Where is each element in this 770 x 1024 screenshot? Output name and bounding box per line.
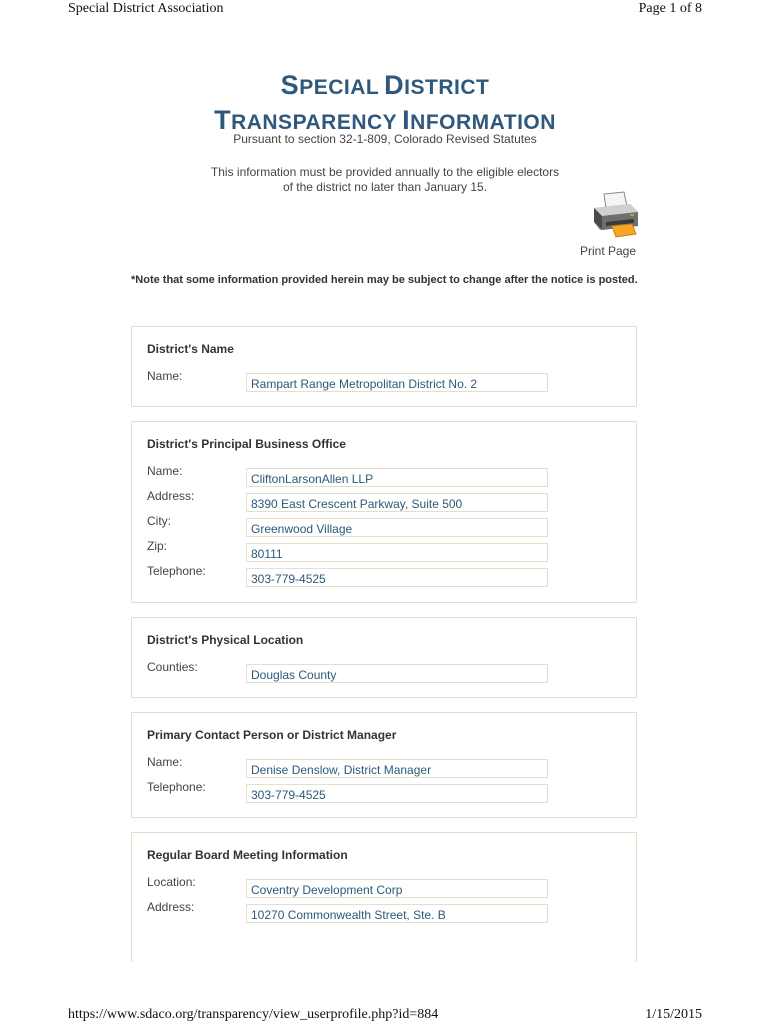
section-title: Regular Board Meeting Information [147, 848, 348, 862]
contact-name-field[interactable]: Denise Denslow, District Manager [246, 759, 548, 778]
print-page-link[interactable]: Print Page [580, 244, 637, 258]
change-note: *Note that some information provided herein may be subject to change after the notice is posted. [131, 274, 638, 286]
section-board-meeting [131, 832, 637, 962]
section-title: Primary Contact Person or District Manager [147, 728, 397, 742]
print-header [68, 1, 702, 17]
print-footer [68, 1007, 702, 1023]
title-initial: T [214, 105, 232, 135]
field-label: Telephone: [147, 564, 206, 578]
section-physical-location [131, 617, 637, 698]
meeting-location-field[interactable]: Coventry Development Corp [246, 879, 548, 898]
district-name-field[interactable]: Rampart Range Metropolitan District No. 2 [246, 373, 548, 392]
title-initial: I [402, 105, 411, 135]
print-header-page: Page 1 of 8 [638, 1, 702, 16]
field-label: Telephone: [147, 780, 206, 794]
office-name-field[interactable]: CliftonLarsonAllen LLP [246, 468, 548, 487]
statute-subtitle: Pursuant to section 32-1-809, Colorado Revised Statutes [233, 132, 537, 146]
annual-notice-line: This information must be provided annually to the eligible electors [210, 165, 560, 179]
title-initial: D [384, 70, 405, 100]
title-initial: S [280, 70, 300, 100]
field-row [147, 464, 567, 487]
field-row [147, 539, 567, 562]
field-label: Name: [147, 755, 183, 769]
section-business-office [131, 421, 637, 603]
field-label: City: [147, 514, 171, 528]
field-row [147, 489, 567, 512]
field-row [147, 369, 567, 392]
annual-notice-line: of the district no later than January 15. [282, 180, 488, 194]
contact-telephone-field[interactable]: 303-779-4525 [246, 784, 548, 803]
office-telephone-field[interactable]: 303-779-4525 [246, 568, 548, 587]
title-word: ISTRICT [404, 76, 490, 99]
title-word: PECIAL [299, 76, 380, 99]
print-footer-url: https://www.sdaco.org/transparency/view_userprofile.php?id=884 [68, 1007, 439, 1022]
field-label: Address: [147, 489, 195, 503]
section-title: District's Physical Location [147, 633, 304, 647]
field-label: Address: [147, 900, 195, 914]
field-label: Counties: [147, 660, 198, 674]
field-label: Zip: [147, 539, 168, 553]
field-row [147, 514, 567, 537]
section-title: District's Name [147, 342, 234, 356]
title-word: RANSPARENCY [231, 111, 398, 134]
annual-notice [0, 165, 770, 195]
field-row [147, 780, 567, 803]
print-footer-date: 1/15/2015 [645, 1007, 702, 1022]
counties-field[interactable]: Douglas County [246, 664, 548, 683]
field-row [147, 755, 567, 778]
field-label: Name: [147, 464, 183, 478]
office-zip-field[interactable]: 80111 [246, 543, 548, 562]
section-title: District's Principal Business Office [147, 437, 346, 451]
meeting-address-field[interactable]: 10270 Commonwealth Street, Ste. B [246, 904, 548, 923]
field-label: Name: [147, 369, 183, 383]
field-row [147, 564, 567, 587]
field-row [147, 900, 567, 923]
field-label: Location: [147, 875, 196, 889]
office-city-field[interactable]: Greenwood Village [246, 518, 548, 537]
page-title [0, 70, 770, 140]
office-address-field[interactable]: 8390 East Crescent Parkway, Suite 500 [246, 493, 548, 512]
printer-icon[interactable] [590, 190, 642, 240]
print-header-site: Special District Association [68, 1, 224, 16]
field-row [147, 660, 567, 683]
section-contact [131, 712, 637, 818]
section-district-name [131, 326, 637, 407]
field-row [147, 875, 567, 898]
title-word: NFORMATION [410, 111, 556, 134]
